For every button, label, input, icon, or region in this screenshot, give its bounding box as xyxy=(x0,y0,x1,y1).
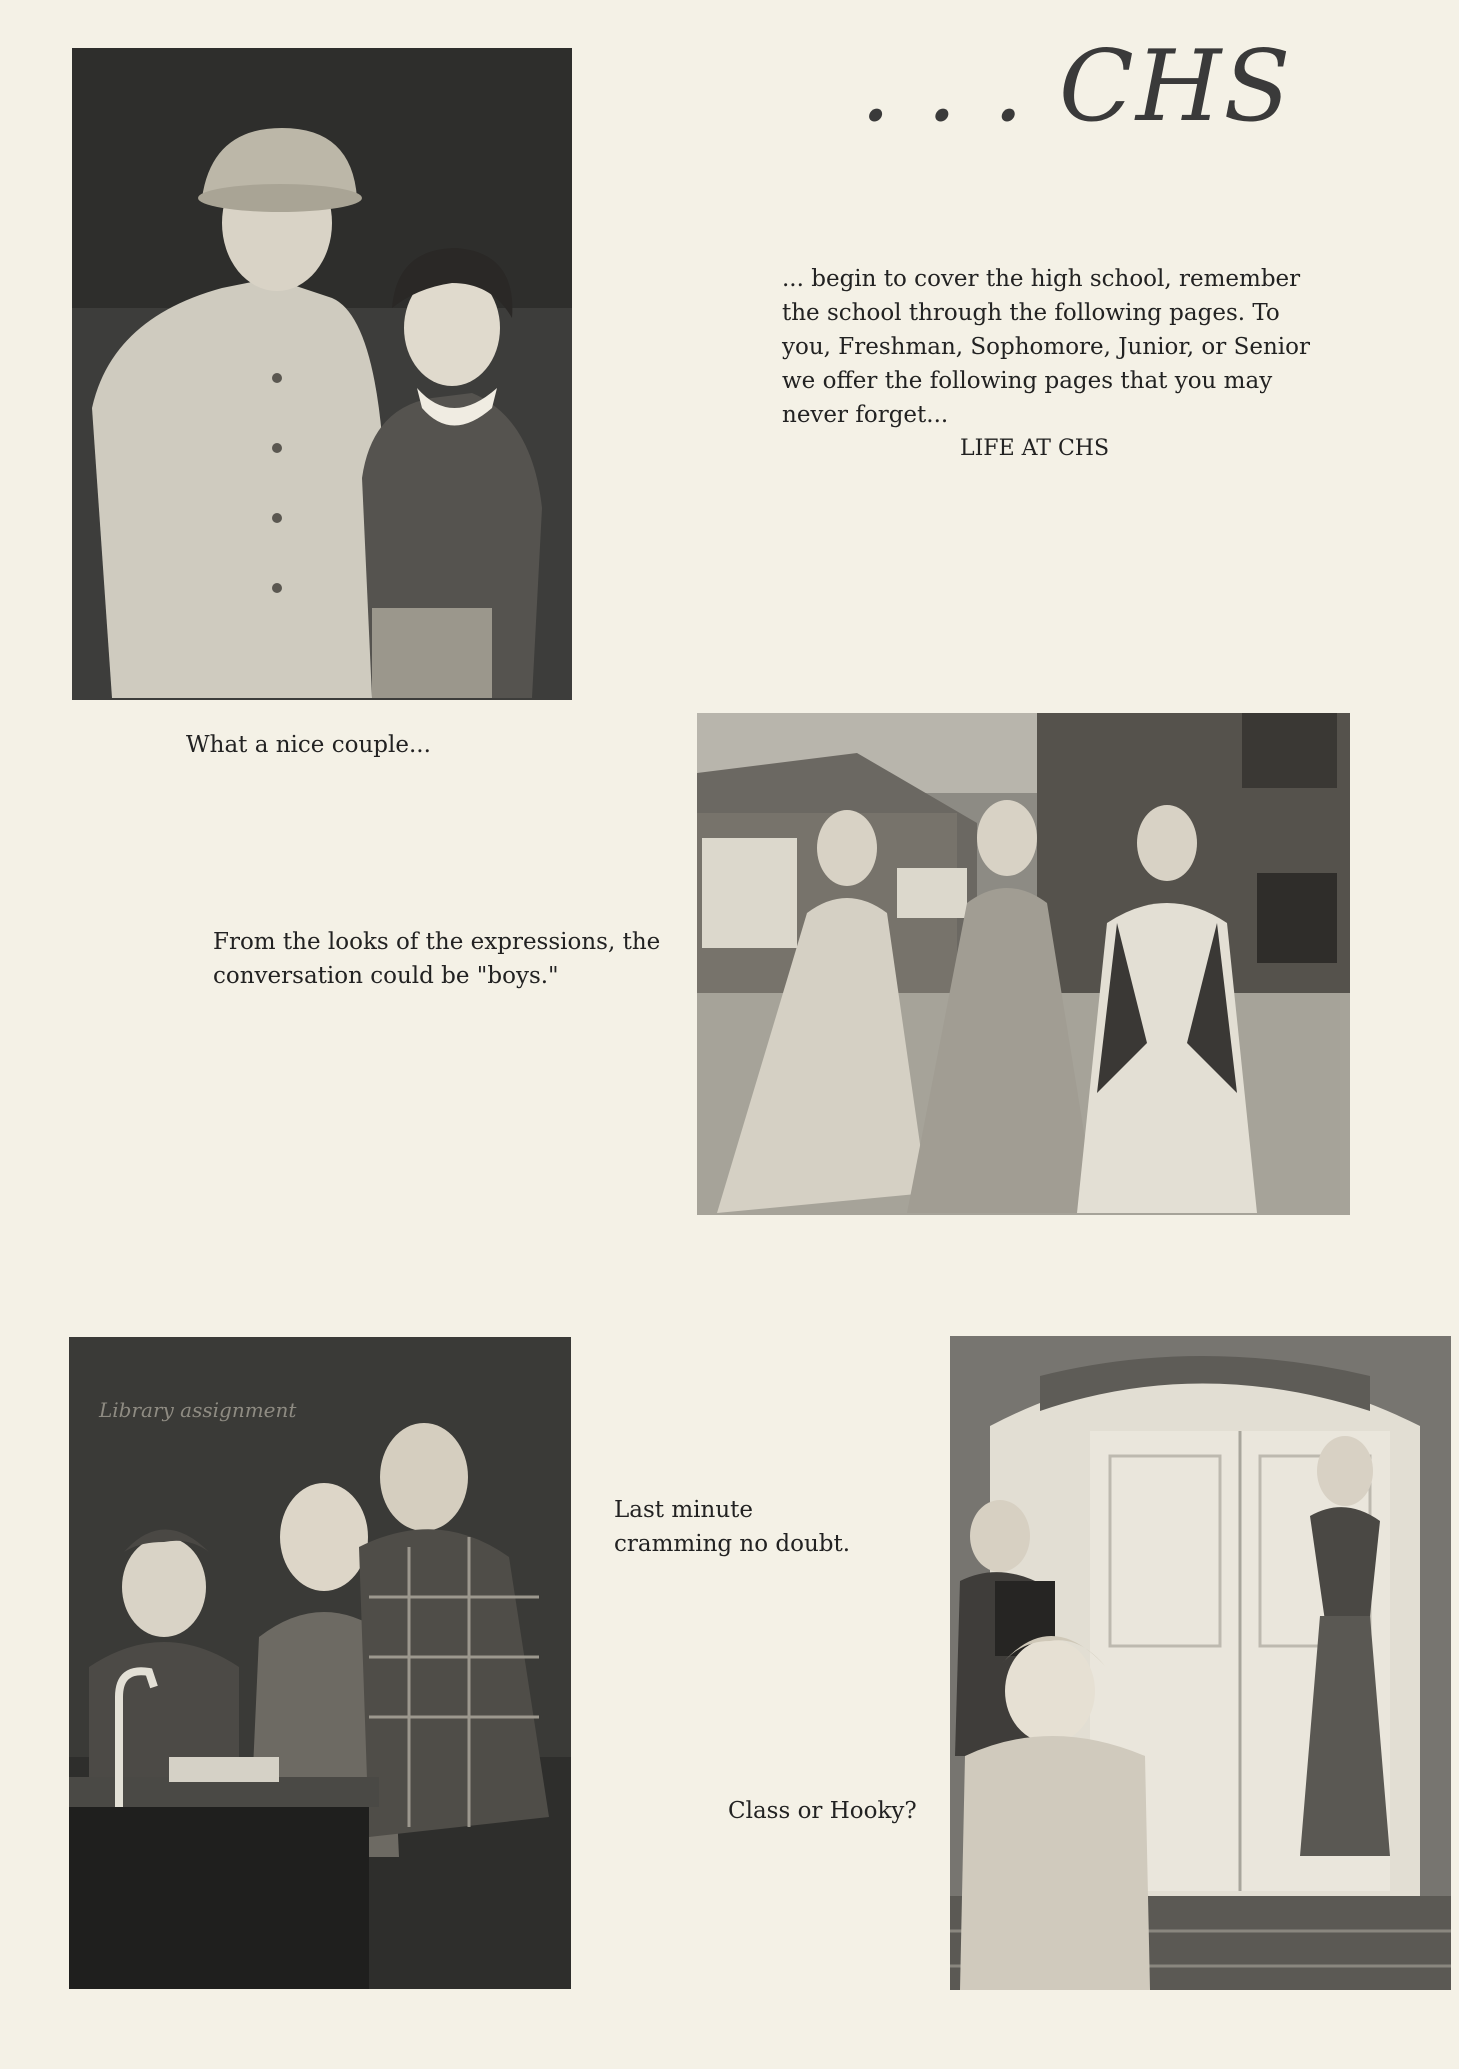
intro-signature: LIFE AT CHS xyxy=(960,436,1110,461)
couple-photo xyxy=(72,48,572,700)
chalkboard-text: Library assignment xyxy=(99,1398,297,1422)
caption-couple: What a nice couple... xyxy=(186,732,431,758)
page-title: . . . CHS xyxy=(860,30,1293,144)
caption-conversation: From the looks of the expressions, the conversation could be "boys." xyxy=(213,929,661,989)
cramming-photo xyxy=(69,1337,571,1989)
hooky-photo xyxy=(950,1336,1451,1990)
intro-text: ... begin to cover the high school, remember the school through the following pages. To you, Freshman, Sophomore, Junior, or Senior we offer the following pages that you may never forget... xyxy=(782,266,1310,428)
caption-cramming: Last minute cramming no doubt. xyxy=(614,1497,851,1557)
three-girls-photo xyxy=(697,713,1350,1215)
caption-hooky: Class or Hooky? xyxy=(728,1798,917,1824)
intro-paragraph xyxy=(782,262,1312,466)
